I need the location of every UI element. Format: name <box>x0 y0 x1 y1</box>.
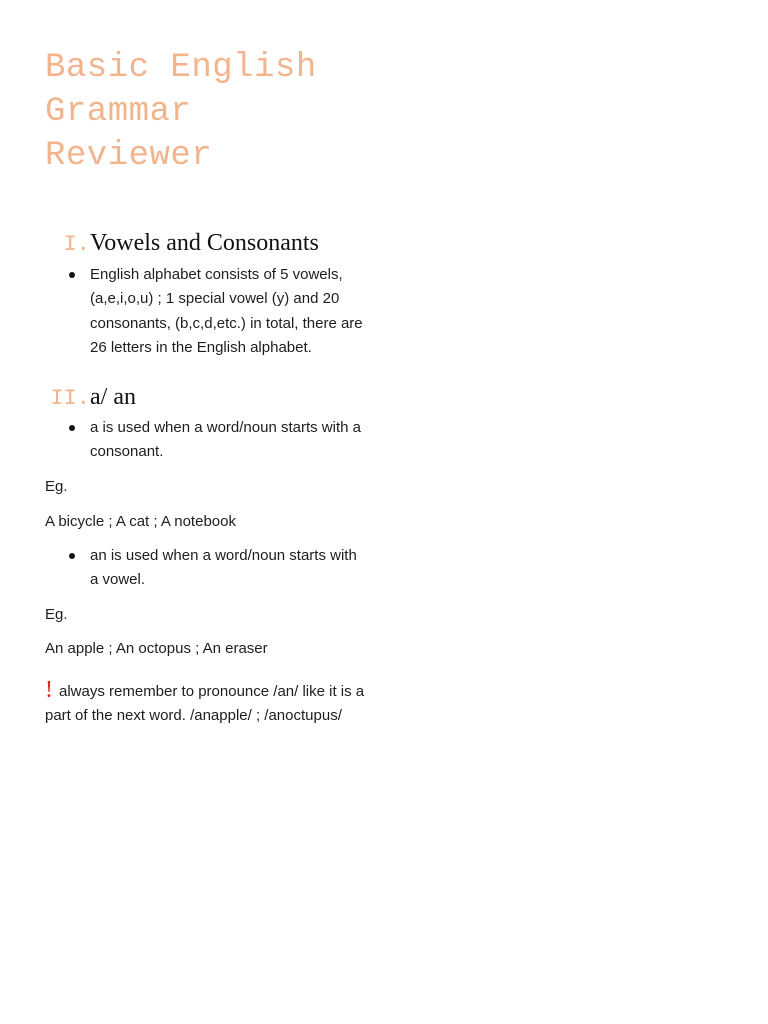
document-title <box>45 46 385 178</box>
exclamation-icon: ! <box>45 677 53 703</box>
note-text: always remember to pronounce /an/ like it is a part of the next word. /anapple/ ; /anoctupus/ <box>45 683 365 724</box>
section-2-title: a/ an <box>90 384 136 410</box>
example-a-label: Eg. <box>45 478 68 495</box>
section-1-bullet-text: English alphabet consists of 5 vowels, (a,e,i,o,u) ; 1 special vowel (y) and 20 consonants, (b,c,d,etc.) in total, there are 26 letters in the English alphabet. <box>90 266 363 357</box>
example-an-text: An apple ; An octopus ; An eraser <box>45 640 268 657</box>
list-item <box>90 544 365 593</box>
list-item <box>90 416 365 465</box>
section-2-number: II. <box>50 386 90 411</box>
example-a-text: A bicycle ; A cat ; A notebook <box>45 513 236 530</box>
rule-an-text: an is used when a word/noun starts with a vowel. <box>90 547 357 589</box>
section-2-heading <box>0 384 400 418</box>
bullet-icon <box>69 272 75 278</box>
title-line-2: Grammar <box>45 93 192 131</box>
list-item <box>90 263 365 361</box>
pronunciation-note <box>45 678 365 728</box>
bullet-icon <box>69 425 75 431</box>
section-1-title: Vowels and Consonants <box>90 230 319 256</box>
section-1-heading <box>0 230 400 264</box>
section-1-number: I. <box>63 232 90 257</box>
bullet-icon <box>69 553 75 559</box>
rule-a-text: a is used when a word/noun starts with a consonant. <box>90 419 361 461</box>
example-an-label: Eg. <box>45 606 68 623</box>
title-line-3: Reviewer <box>45 137 213 175</box>
title-line-1: Basic English <box>45 49 317 87</box>
